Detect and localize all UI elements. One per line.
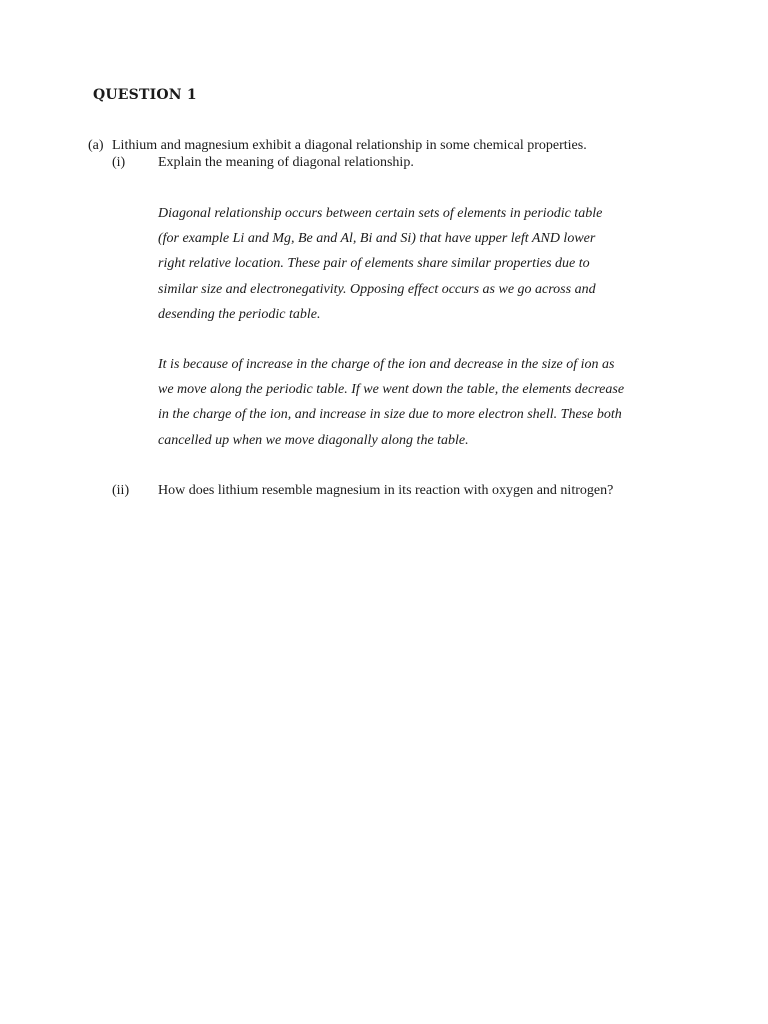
answer-line: desending the periodic table. [158,306,321,322]
question-title: QUESTION 1 [93,87,197,103]
answer-line: right relative location. These pair of elements share similar properties due to [158,256,590,272]
answer-line: It is because of increase in the charge of the ion and decrease in the size of ion as [158,357,615,372]
sub-ii-text: How does lithium resemble magnesium in its reaction with oxygen and nitrogen? [158,483,614,498]
part-a-label: (a) [88,138,104,153]
answer-line: we move along the periodic table. If we went down the table, the elements decrease [158,382,625,398]
answer-paragraph-2 [158,352,688,453]
sub-ii-label: (ii) [112,483,130,498]
answer-paragraph-1 [158,201,688,327]
sub-i-text: Explain the meaning of diagonal relationship. [158,155,414,170]
answer-line: Diagonal relationship occurs between certain sets of elements in periodic table [158,206,603,221]
part-a-text: Lithium and magnesium exhibit a diagonal relationship in some chemical properties. [112,138,587,153]
answer-line: (for example Li and Mg, Be and Al, Bi and Si) that have upper left AND lower [158,231,596,247]
answer-line: in the charge of the ion, and increase in size due to more electron shell. These both [158,407,622,423]
answer-line: cancelled up when we move diagonally along the table. [158,432,469,448]
sub-i-label: (i) [112,155,126,170]
answer-line: similar size and electronegativity. Opposing effect occurs as we go across and [158,281,596,297]
